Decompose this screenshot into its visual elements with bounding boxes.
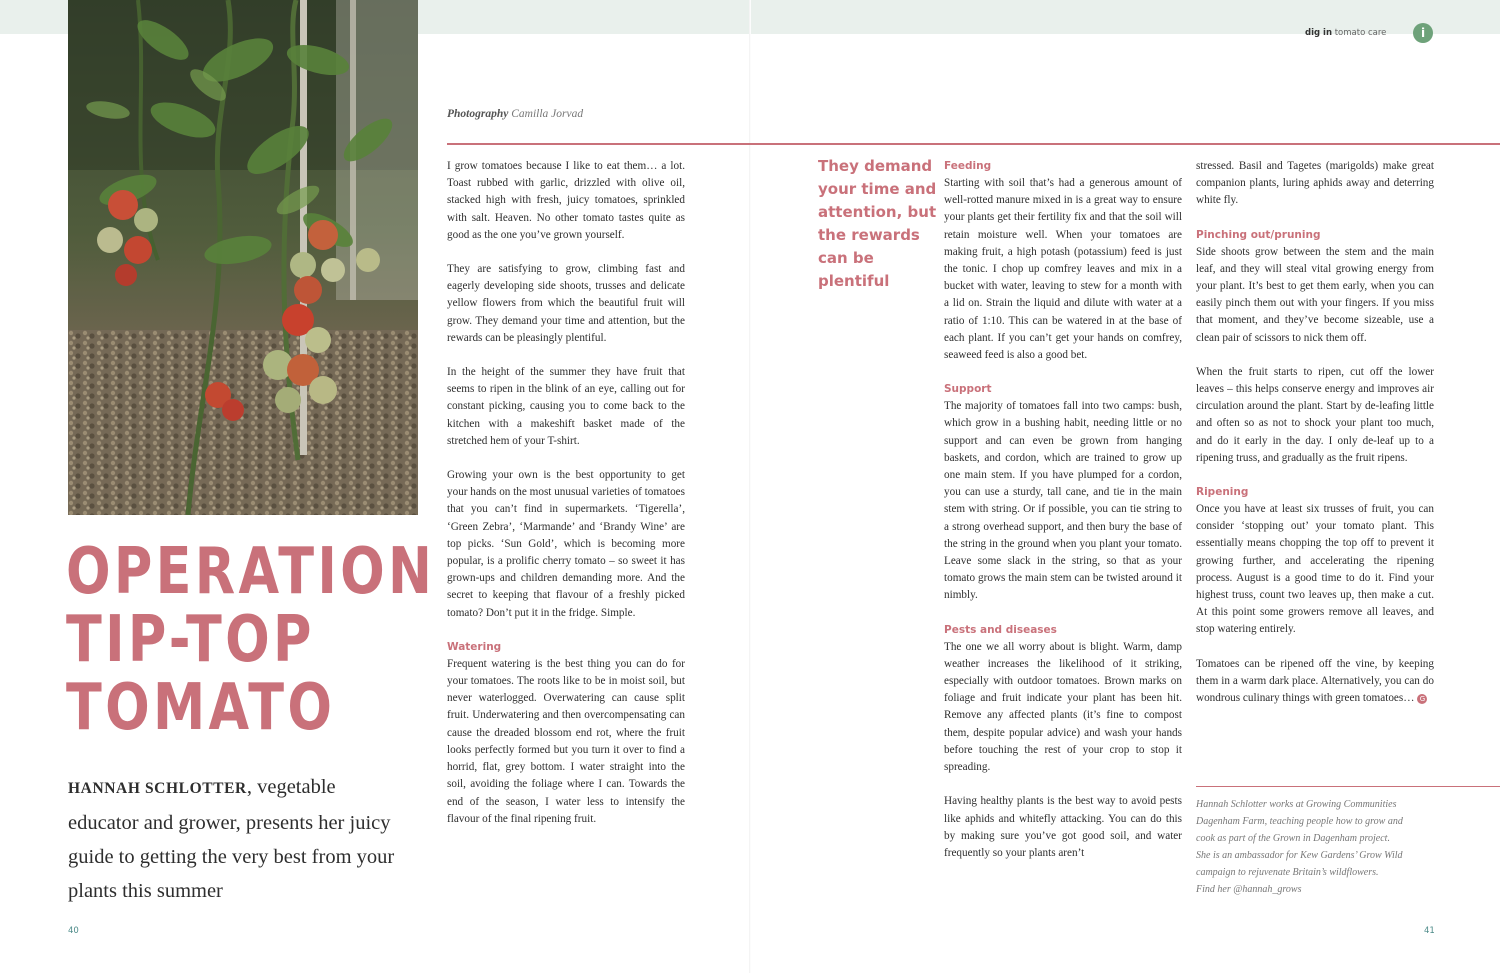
paragraph: Frequent watering is the best thing you can do for your tomatoes. The roots like to be in moist soil, but never waterlogged. Overwatering can cause split fruit. Underwatering and then overcompensating can cause the dreaded blossom end rot, where the fruit looks perfectly formed but you turn it over to find a horrid, flat, grey bottom. I water straight into the soil, avoiding the foliage where I can. Towards the end of the season, I water less to intensify the flavour of the final ripening fruit.: [447, 657, 685, 825]
running-header-section: tomato care: [1334, 28, 1387, 38]
pull-quote: They demand your time and attention, but the rewards can be plentiful: [818, 157, 937, 290]
paragraph: Starting with soil that’s had a generous amount of well-rotted manure mixed in is a great way to ensure your plants get their fertility fix and that the soil will retain moisture well. When your tomatoes are making fruit, a high potash (potassium) feed is just the tonic. I chop up comfrey leaves and mix in a bucket with water, leaving to stew for a month with a lid on. Strain the liquid and dilute with water at a ratio of 1:10. This can be watered in at the base of each plant. If you can’t get your hands on comfrey, seaweed feed is also a good bet.: [944, 177, 1182, 362]
article-headline: [66, 535, 436, 745]
paragraph: stressed. Basil and Tagetes (marigolds) make great companion plants, luring aphids away and deterring white fly.: [1196, 160, 1434, 207]
credit-label: Photography: [447, 108, 509, 120]
bio-line: Find her @hannah_grows: [1196, 884, 1302, 895]
headline-line-3: TOMATO: [66, 671, 336, 745]
subhead-feeding: Feeding: [944, 160, 992, 172]
photo-illustration: [68, 0, 418, 515]
paragraph: Having healthy plants is the best way to avoid pests like aphids and whitefly attacking. You can do this by making sure you’ve got good soil, and water frequently so your plants aren’t: [944, 795, 1182, 859]
running-header-bold: dig in: [1305, 28, 1333, 38]
bio-line: campaign to rejuvenate Britain’s wildflowers.: [1196, 867, 1379, 878]
standfirst: [68, 770, 408, 908]
info-leaf-icon: i: [1413, 23, 1433, 43]
credit-name: Camilla Jorvad: [511, 108, 584, 120]
subhead-ripening: Ripening: [1196, 486, 1249, 499]
bio-line: Hannah Schlotter works at Growing Communities: [1196, 799, 1397, 810]
bio-rule: [1196, 786, 1500, 787]
top-rule: [447, 143, 1500, 145]
standfirst-author: HANNAH SCHLOTTER: [68, 780, 247, 797]
paragraph: Once you have at least six trusses of fruit, you can consider ‘stopping out’ your tomato plant. This essentially means chopping the top off to prevent it growing further, and accelerating the ripening process. August is a good time to do it. Find your highest truss, count two leaves up, then make a cut. At this point some growers remove all leaves, and stop watering entirely.: [1196, 503, 1434, 636]
paragraph: I grow tomatoes because I like to eat them… a lot. Toast rubbed with garlic, drizzled with olive oil, stacked high with fresh, juicy tomatoes, sprinkled with salt. Heaven. No other tomato tastes quite as good as the one you’ve grown yourself.: [447, 160, 685, 241]
photo-credit: [447, 108, 583, 120]
paragraph-text: Tomatoes can be ripened off the vine, by keeping them in a warm dark place. Alternatively, you can do wondrous culinary things with green tomatoes…: [1196, 657, 1434, 705]
paragraph: In the height of the summer they have fruit that seems to ripen in the blink of an eye, calling out for constant picking, causing you to come back to the kitchen with a makeshift basket made of the stretched hem of your T-shirt.: [447, 366, 685, 447]
subhead-watering: Watering: [447, 640, 502, 653]
headline-line-2: TIP-TOP: [66, 603, 315, 677]
end-mark-icon: G: [1417, 694, 1427, 704]
bio-line: cook as part of the Grown in Dagenham project.: [1196, 833, 1390, 844]
column-2: [944, 158, 1182, 879]
author-bio: [1196, 796, 1436, 898]
standfirst-text: , vegetable educator and grower, presents her juicy guide to getting the very best from your plants this summer: [68, 776, 395, 902]
paragraph: When the fruit starts to ripen, cut off the lower leaves – this helps conserve energy and improves air circulation around the plant. Start by de-leafing little and often so as not to shock your plant too much, and do it early in the day. I only de-leaf up to a ripening truss, and gradually as the fruit ripens.: [1196, 365, 1434, 464]
folio-right: 41: [1424, 926, 1435, 936]
paragraph: Growing your own is the best opportunity to get your hands on the most unusual varieties of tomatoes that you can’t find in supermarkets. ‘Tigerella’, ‘Green Zebra’, ‘Marmande’ and ‘Brandy Wine’ are top picks. ‘Sun Gold’, which is becoming more popular, is a prolific cherry tomato – so sweet it has grown-ups and children demanding more. And the secret to keeping that flavour of a freshly picked tomato? Don’t put it in the fridge. Simple.: [447, 469, 686, 619]
paragraph: Side shoots grow between the stem and the main leaf, and they will steal vital growing energy from your plant. It’s best to get them early, when you can easily pinch them out with your fingers. If you miss that moment, and they’ve become sizeable, use a clean pair of scissors to nick them off.: [1196, 245, 1434, 344]
bio-line: Dagenham Farm, teaching people how to grow and: [1196, 816, 1403, 827]
paragraph: The majority of tomatoes fall into two camps: bush, which grow in a bushing habit, needing little or no support and can even be grown from hanging baskets, and cordon, which are trained to grow up one main stem. If you have plumped for a cordon, you can use a sturdy, tall cane, and tie in the main stem with string. Or if possible, you can tie string to a strong overhead support, and then bury the base of the string in the ground when you plant your tomato. Leave some slack in the string, so that as your tomato grows the main stem can be twisted around it nimbly.: [944, 400, 1182, 602]
column-1: [447, 158, 685, 845]
bio-line: She is an ambassador for Kew Gardens’ Grow Wild: [1196, 850, 1403, 861]
running-header: [1305, 28, 1386, 38]
subhead-pests: Pests and diseases: [944, 623, 1057, 636]
subhead-pinching: Pinching out/pruning: [1196, 228, 1321, 241]
paragraph-final: [1196, 656, 1434, 708]
headline-line-1: OPERATION: [66, 535, 436, 609]
column-3: [1196, 158, 1434, 724]
folio-left: 40: [68, 926, 79, 936]
subhead-support: Support: [944, 383, 992, 396]
tomato-plants-photo: [68, 0, 418, 515]
paragraph: They are satisfying to grow, climbing fast and eagerly developing side shoots, trusses and delicate yellow flowers from which the beautiful fruit will grow. They demand your time and attention, but the rewards can be pleasingly plentiful.: [447, 263, 685, 344]
paragraph: The one we all worry about is blight. Warm, damp weather increases the likelihood of it striking, especially with outdoor tomatoes. Brown marks on foliage and fruit indicate your plant has been hit. Remove any affected plants (it’s fine to compost them, despite popular advice) and wash your hands before touching the rest of your crop to stop it spreading.: [944, 640, 1182, 774]
page-gutter: [749, 0, 751, 973]
